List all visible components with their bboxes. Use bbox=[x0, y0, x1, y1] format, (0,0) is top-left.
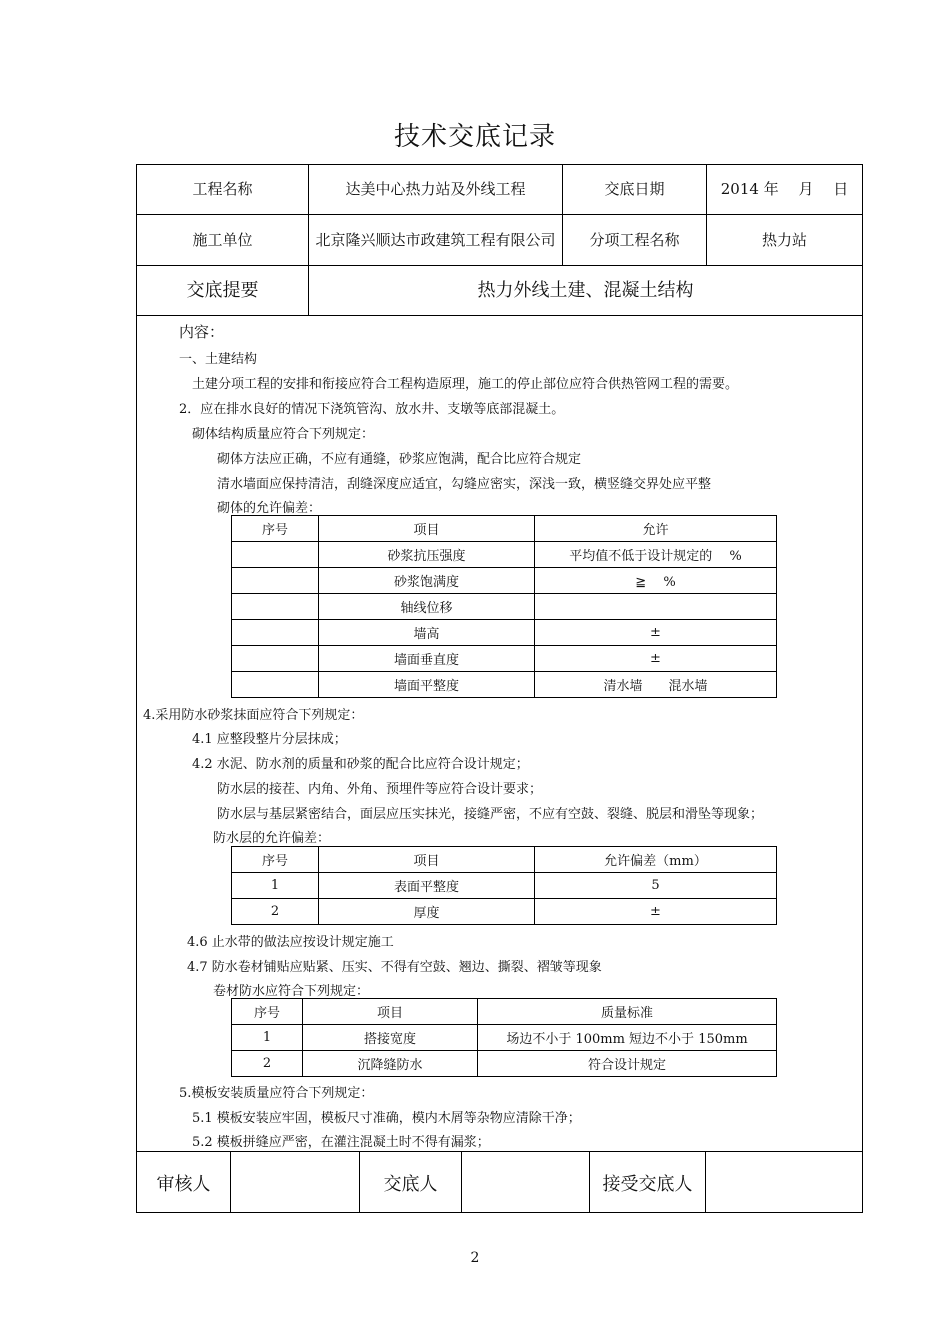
table-row bbox=[232, 672, 777, 698]
content-line: 5.2 模板拼缝应严密，在灌注混凝土时不得有漏浆； bbox=[192, 1135, 490, 1150]
header-row-unit bbox=[137, 215, 862, 266]
table-row bbox=[232, 620, 777, 646]
signature-row bbox=[137, 1151, 862, 1213]
date-value: 2014 年 月 日 bbox=[720, 180, 849, 198]
masonry-tolerance-table bbox=[231, 515, 777, 698]
content-line: 4.6 止水带的做法应按设计规定施工 bbox=[187, 935, 394, 950]
content-line: 防水层的允许偏差： bbox=[213, 831, 331, 846]
content-line: 清水墙面应保持清洁，刮缝深度应适宜，勾缝应密实，深浅一致，横竖缝交界处应平整 bbox=[217, 477, 712, 492]
table-cell: 符合设计规定 bbox=[478, 1051, 777, 1077]
table-cell: ≧ % bbox=[535, 568, 777, 594]
unit-value: 北京隆兴顺达市政建筑工程有限公司 bbox=[309, 215, 563, 265]
content-line: 防水层与基层紧密结合，面层应压实抹光，接缝严密，不应有空鼓、裂缝、脱层和滑坠等现象； bbox=[217, 807, 764, 822]
waterproof-tolerance-table bbox=[231, 846, 777, 925]
table-row bbox=[232, 646, 777, 672]
project-name-label: 工程名称 bbox=[137, 165, 309, 214]
table-cell bbox=[535, 594, 777, 620]
table-header-cell: 序号 bbox=[232, 516, 319, 542]
table-header-cell: 项目 bbox=[319, 516, 535, 542]
summary-value: 热力外线土建、混凝土结构 bbox=[477, 279, 694, 301]
table-header-cell: 序号 bbox=[232, 847, 319, 873]
table-cell: 平均值不低于设计规定的 % bbox=[535, 542, 777, 568]
table-cell: 1 bbox=[232, 1025, 303, 1051]
table-cell: 砂浆饱满度 bbox=[319, 568, 535, 594]
table-cell: ± bbox=[535, 646, 777, 672]
table-cell bbox=[232, 568, 319, 594]
table-cell: 1 bbox=[232, 873, 319, 899]
table-cell: 搭接宽度 bbox=[303, 1025, 478, 1051]
table-cell: 砂浆抗压强度 bbox=[319, 542, 535, 568]
content-line: 5.模板安装质量应符合下列规定： bbox=[179, 1086, 374, 1101]
table-cell: ± bbox=[535, 620, 777, 646]
table-header-cell: 项目 bbox=[319, 847, 535, 873]
content-line: 砌体方法应正确，不应有通缝，砂浆应饱满，配合比应符合规定 bbox=[217, 452, 582, 467]
discloser-label: 交底人 bbox=[360, 1152, 462, 1213]
receiver-signature-field[interactable] bbox=[706, 1152, 862, 1213]
table-cell: 墙面垂直度 bbox=[319, 646, 535, 672]
table-cell: 2 bbox=[232, 899, 319, 925]
table-header-row bbox=[232, 516, 777, 542]
table-row bbox=[232, 1025, 777, 1051]
table-header-cell: 序号 bbox=[232, 999, 303, 1025]
table-cell: 场边不小于 100mm 短边不小于 150mm bbox=[478, 1025, 777, 1051]
table-cell: 5 bbox=[535, 873, 777, 899]
table-header-cell: 允许 bbox=[535, 516, 777, 542]
table-row bbox=[232, 594, 777, 620]
table-header-cell: 质量标准 bbox=[478, 999, 777, 1025]
date-label: 交底日期 bbox=[563, 165, 707, 214]
table-cell: 厚度 bbox=[319, 899, 535, 925]
header-row-summary bbox=[137, 266, 862, 316]
table-header-row bbox=[232, 999, 777, 1025]
discloser-signature-field[interactable] bbox=[462, 1152, 590, 1213]
unit-label: 施工单位 bbox=[137, 215, 309, 265]
table-cell: 墙高 bbox=[319, 620, 535, 646]
header-row-project bbox=[137, 165, 862, 215]
content-line: 土建分项工程的安排和衔接应符合工程构造原理，施工的停止部位应符合供热管网工程的需要。 bbox=[192, 377, 739, 392]
table-cell: 沉降缝防水 bbox=[303, 1051, 478, 1077]
receiver-label: 接受交底人 bbox=[590, 1152, 706, 1213]
content-line: 4.1 应整段整片分层抹成； bbox=[192, 732, 347, 747]
content-line: 防水层的接茬、内角、外角、预埋件等应符合设计要求； bbox=[217, 782, 543, 797]
table-cell bbox=[232, 620, 319, 646]
disclosure-form bbox=[136, 164, 863, 1213]
content-line: 4.2 水泥、防水剂的质量和砂浆的配合比应符合设计规定； bbox=[192, 757, 529, 772]
table-row bbox=[232, 873, 777, 899]
table-header-row bbox=[232, 847, 777, 873]
table-header-cell: 允许偏差（mm） bbox=[535, 847, 777, 873]
reviewer-label: 审核人 bbox=[137, 1152, 231, 1213]
content-line: 4.采用防水砂浆抹面应符合下列规定： bbox=[143, 708, 364, 723]
content-line: 5.1 模板安装应牢固，模板尺寸准确，模内木屑等杂物应清除干净； bbox=[192, 1111, 581, 1126]
content-line: 一、土建结构 bbox=[179, 352, 258, 367]
document-title: 技术交底记录 bbox=[393, 122, 556, 152]
summary-label: 交底提要 bbox=[137, 266, 309, 315]
subitem-value: 热力站 bbox=[761, 230, 807, 249]
table-cell bbox=[232, 672, 319, 698]
table-cell bbox=[232, 542, 319, 568]
table-row bbox=[232, 1051, 777, 1077]
table-header-cell: 项目 bbox=[303, 999, 478, 1025]
table-cell: 表面平整度 bbox=[319, 873, 535, 899]
page-number: 2 bbox=[470, 1250, 480, 1266]
table-cell: 轴线位移 bbox=[319, 594, 535, 620]
table-cell bbox=[232, 594, 319, 620]
content-line: 卷材防水应符合下列规定： bbox=[213, 984, 370, 999]
table-cell: ± bbox=[535, 899, 777, 925]
membrane-quality-table bbox=[231, 998, 777, 1077]
table-cell: 清水墙 混水墙 bbox=[535, 672, 777, 698]
table-cell: 2 bbox=[232, 1051, 303, 1077]
table-row bbox=[232, 568, 777, 594]
content-line: 砌体结构质量应符合下列规定： bbox=[192, 427, 375, 442]
table-row bbox=[232, 542, 777, 568]
table-cell: 墙面平整度 bbox=[319, 672, 535, 698]
content-line: 砌体的允许偏差： bbox=[217, 501, 322, 516]
project-name-value: 达美中心热力站及外线工程 bbox=[309, 165, 563, 214]
content-line: 4.7 防水卷材铺贴应贴紧、压实、不得有空鼓、翘边、撕裂、褶皱等现象 bbox=[187, 960, 602, 975]
reviewer-signature-field[interactable] bbox=[231, 1152, 360, 1213]
content-heading: 内容： bbox=[179, 323, 225, 341]
subitem-label: 分项工程名称 bbox=[563, 215, 707, 265]
table-row bbox=[232, 899, 777, 925]
content-line: 2．应在排水良好的情况下浇筑管沟、放水井、支墩等底部混凝土。 bbox=[179, 402, 565, 417]
table-cell bbox=[232, 646, 319, 672]
